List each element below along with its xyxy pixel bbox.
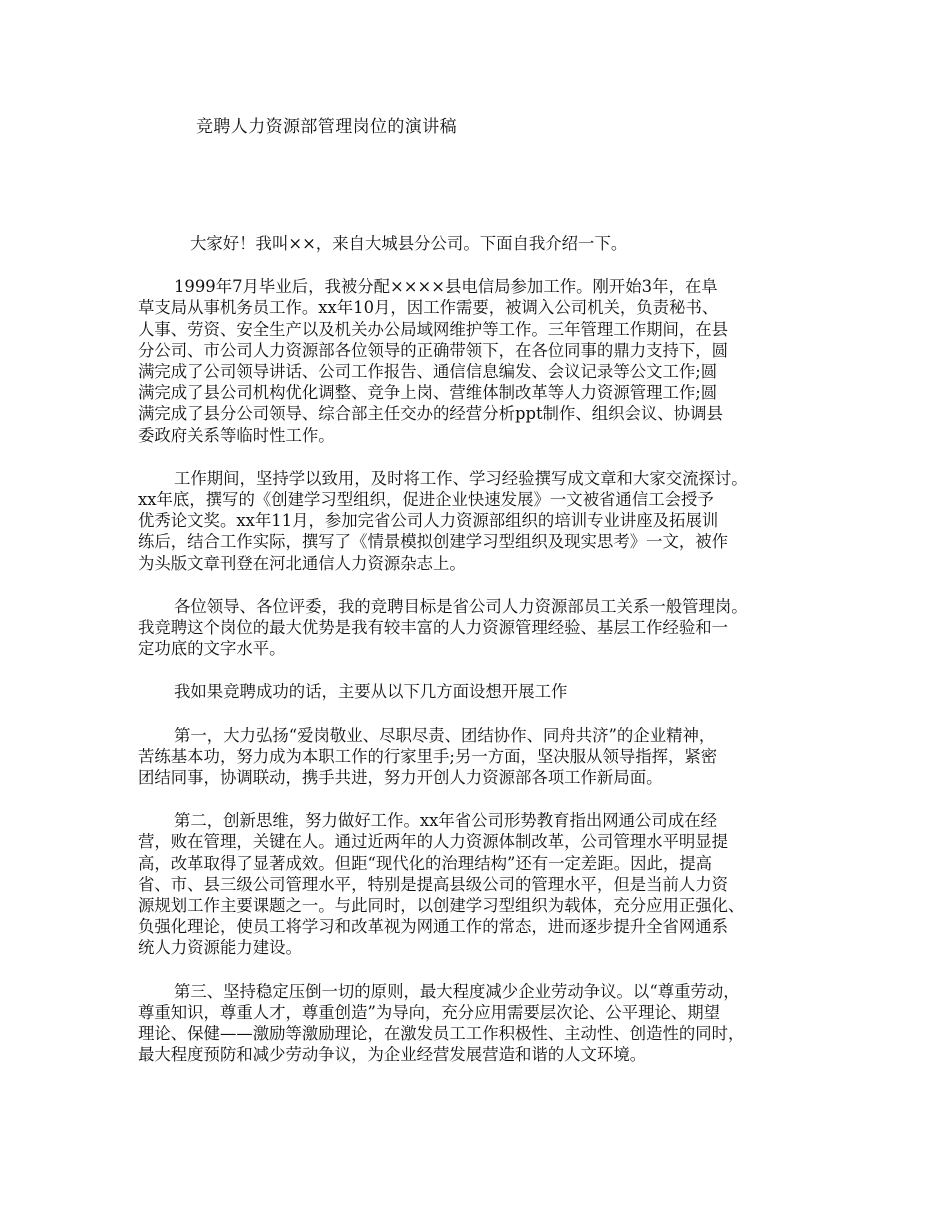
paragraph-greeting xyxy=(138,233,828,254)
text-line: 分公司、市公司人力资源部各位领导的正确带领下，在各位同事的鼎力支持下，圆 xyxy=(138,340,729,360)
text-line: 最大程度预防和减少劳动争议，为企业经营发展营造和谐的人文环境。 xyxy=(138,1045,647,1065)
text-line: 我如果竞聘成功的话，主要从以下几方面设想开展工作 xyxy=(174,682,568,702)
text-line: 满完成了公司领导讲话、公司工作报告、通信信息编发、会议记录等公文工作;圆 xyxy=(138,362,718,382)
text-line: 第二，创新思维，努力做好工作。xx年省公司形势教育指出网通公司成在经 xyxy=(174,811,717,831)
document-title: 竞聘人力资源部管理岗位的演讲稿 xyxy=(196,117,457,137)
text-line: xx年底，撰写的《创建学习型组织，促进企业快速发展》一文被省通信工会授予 xyxy=(138,490,714,510)
text-line: 工作期间，坚持学以致用，及时将工作、学习经验撰写成文章和大家交流探讨。 xyxy=(174,468,748,488)
text-line: 为头版文章刊登在河北通信人力资源杂志上。 xyxy=(138,553,466,573)
text-line: 高，改革取得了显著成效。但距“现代化的治理结构”还有一定差距。因此，提高 xyxy=(138,853,713,873)
text-line: 团结同事，协调联动，携手共进，努力开创人力资源部各项工作新局面。 xyxy=(138,768,663,788)
text-line: 大家好！我叫××，来自大城县分公司。下面自我介绍一下。 xyxy=(190,234,628,253)
text-line: 负强化理论，使员工将学习和改革视为网通工作的常态，进而逐步提升全省网通系 xyxy=(138,917,729,937)
text-line: 理论、保健——激励等激励理论，在激发员工工作积极性、主动性、创造性的同时， xyxy=(138,1024,745,1044)
text-line: 源规划工作主要课题之一。与此同时，以创建学习型组织为载体，充分应用正强化、 xyxy=(138,896,745,916)
text-line: 苦练基本功，努力成为本职工作的行家里手;另一方面，坚决服从领导指挥，紧密 xyxy=(138,746,718,766)
paragraph-target-position xyxy=(138,596,828,660)
paragraph-plan-first xyxy=(138,725,828,789)
text-line: 满完成了县公司机构优化调整、竞争上岗、营维体制改革等人力资源管理工作;圆 xyxy=(138,383,718,403)
text-line: 定功底的文字水平。 xyxy=(138,639,286,659)
text-line: 草支局从事机务员工作。xx年10月，因工作需要，被调入公司机关，负责秘书、 xyxy=(138,298,719,318)
document-body xyxy=(138,233,828,1088)
paragraph-plan-intro xyxy=(138,681,828,702)
text-line: 统人力资源能力建设。 xyxy=(138,938,302,958)
paragraph-plan-third xyxy=(138,981,828,1066)
text-line: 1999年7月毕业后，我被分配××××县电信局参加工作。刚开始3年，在阜 xyxy=(174,277,718,297)
text-line: 人事、劳资、安全生产以及机关办公局域网维护等工作。三年管理工作期间，在县 xyxy=(138,319,729,339)
paragraph-work-study xyxy=(138,468,828,574)
paragraph-plan-second xyxy=(138,810,828,958)
text-line: 省、市、县三级公司管理水平，特别是提高县级公司的管理水平，但是当前人力资 xyxy=(138,874,729,894)
text-line: 第一，大力弘扬“爱岗敬业、尽职尽责、团结协作、同舟共济”的企业精神， xyxy=(174,725,716,745)
text-line: 委政府关系等临时性工作。 xyxy=(138,425,335,445)
text-line: 各位领导、各位评委，我的竞聘目标是省公司人力资源部员工关系一般管理岗。 xyxy=(174,596,748,616)
text-line: 营，败在管理，关键在人。通过近两年的人力资源体制改革，公司管理水平明显提 xyxy=(138,832,729,852)
text-line: 第三、坚持稳定压倒一切的原则，最大程度减少企业劳动争议。以“尊重劳动， xyxy=(174,981,740,1001)
text-line: 练后，结合工作实际，撰写了《情景模拟创建学习型组织及现实思考》一文，被作 xyxy=(138,532,729,552)
text-line: 满完成了县分公司领导、综合部主任交办的经营分析ppt制作、组织会议、协调县 xyxy=(138,404,723,424)
text-line: 我竞聘这个岗位的最大优势是我有较丰富的人力资源管理经验、基层工作经验和一 xyxy=(138,618,729,638)
paragraph-background xyxy=(138,276,828,446)
text-line: 优秀论文奖。xx年11月，参加完省公司人力资源部组织的培训专业讲座及拓展训 xyxy=(138,511,719,531)
text-line: 尊重知识，尊重人才，尊重创造”为导向，充分应用需要层次论、公平理论、期望 xyxy=(138,1002,721,1022)
